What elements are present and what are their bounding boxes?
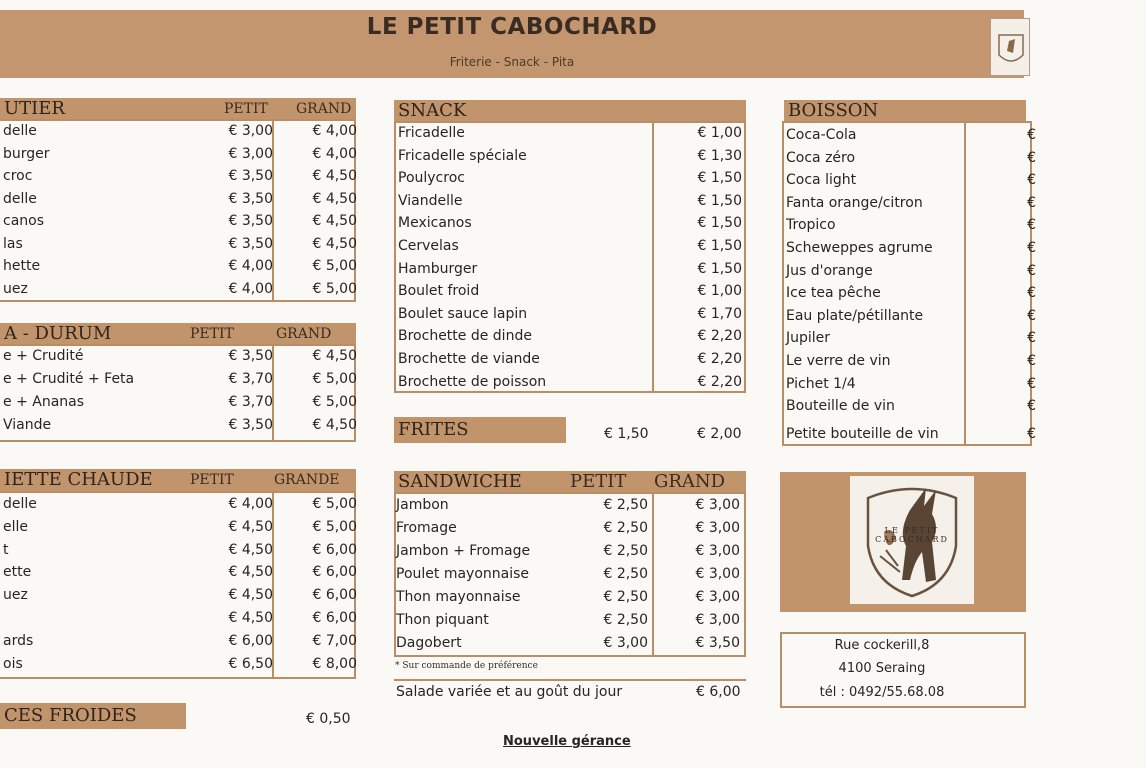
price-small: € 3,00: [228, 123, 273, 139]
address-city: 4100 Seraing: [838, 661, 926, 676]
price-large: € 3,00: [695, 520, 740, 536]
logo-small-icon: [990, 18, 1030, 76]
section-sauces-header: [0, 703, 186, 729]
menu-row: [3, 210, 363, 232]
price-large: € 4,50: [312, 168, 357, 184]
item-name: Thon piquant: [396, 612, 489, 628]
price: €: [1027, 307, 1036, 324]
pita-col-large: GRAND: [276, 326, 332, 342]
section-boisson-title: BOISSON: [788, 100, 879, 121]
sandwich-note: * Sur commande de préférence: [395, 661, 538, 671]
item-name: e + Ananas: [3, 394, 85, 410]
item-name: delle: [3, 496, 37, 512]
menu-row: [786, 124, 1146, 146]
item-name: ois: [3, 655, 23, 672]
item-name: t: [3, 541, 9, 558]
price: € 1,50: [697, 215, 742, 232]
price-small: € 4,50: [228, 587, 273, 604]
menu-row: [3, 165, 363, 187]
price-large: € 3,00: [695, 589, 740, 605]
price-small: € 4,50: [228, 610, 273, 626]
menu-row: [786, 373, 1146, 395]
price-large: € 4,50: [312, 417, 357, 433]
price: €: [1027, 426, 1036, 442]
menu-row: [786, 350, 1146, 372]
price: €: [1027, 240, 1036, 256]
price-small: € 3,70: [228, 394, 273, 410]
item-name: Eau plate/pétillante: [786, 307, 924, 324]
price-small: € 2,50: [603, 543, 648, 559]
item-name: Poulet mayonnaise: [396, 566, 530, 582]
section-friture-title: UTIER: [4, 98, 65, 119]
price-large: € 5,00: [312, 496, 357, 512]
menu-row: [398, 348, 758, 370]
item-name: Ice tea pêche: [786, 285, 881, 302]
price: €: [1027, 330, 1036, 347]
item-name: Brochette de dinde: [398, 328, 532, 345]
price-small: € 3,50: [228, 190, 273, 207]
item-name: Poulycroc: [398, 170, 465, 187]
menu-row: [786, 423, 1146, 445]
price: € 1,00: [697, 125, 742, 141]
item-name: canos: [3, 213, 45, 229]
price-small: € 4,00: [228, 280, 273, 297]
price-small: € 4,50: [228, 541, 273, 558]
price-small: € 3,00: [228, 145, 273, 162]
item-name: Jambon: [396, 497, 449, 513]
price: €: [1027, 353, 1036, 369]
price: €: [1027, 194, 1036, 211]
price-small: € 4,50: [228, 518, 273, 535]
menu-row: [398, 122, 758, 144]
section-frites-title: FRITES: [398, 419, 469, 440]
menu-row: [786, 260, 1146, 282]
price: €: [1027, 217, 1036, 234]
price-large: € 7,00: [312, 632, 357, 649]
price-large: € 3,00: [695, 566, 740, 582]
item-name: Boulet froid: [398, 283, 480, 300]
address-phone: tél : 0492/55.68.08: [819, 685, 945, 700]
price-large: € 4,50: [312, 190, 357, 207]
price-large: € 6,00: [312, 541, 357, 558]
item-name: Coca zéro: [786, 149, 856, 166]
price-large: € 5,00: [312, 258, 357, 274]
price: €: [1027, 149, 1036, 166]
price: € 2,20: [697, 351, 742, 367]
menu-row: [786, 214, 1146, 236]
item-name: Viande: [3, 417, 52, 433]
item-name: ette: [3, 564, 32, 581]
menu-row: [3, 561, 363, 583]
menu-row: [398, 190, 758, 212]
menu-row: [396, 517, 756, 539]
price: €: [1027, 398, 1036, 415]
menu-row: [3, 539, 363, 561]
price-large: € 4,00: [312, 123, 357, 139]
price-small: € 2,50: [603, 612, 648, 628]
price-small: € 3,50: [228, 213, 273, 229]
item-name: Fromage: [396, 520, 457, 536]
menu-row: [786, 395, 1146, 417]
item-name: Brochette de viande: [398, 351, 540, 367]
menu-row: [786, 192, 1146, 214]
friture-col-large: GRAND: [296, 101, 352, 117]
item-name: hette: [3, 258, 41, 274]
price-large: € 6,00: [312, 587, 357, 604]
menu-row: [3, 607, 363, 629]
menu-row: [398, 212, 758, 234]
item-name: e + Crudité: [3, 348, 84, 364]
price: €: [1027, 262, 1036, 279]
frites-small-price: € 1,50: [604, 426, 649, 442]
price-large: € 3,00: [695, 543, 740, 559]
item-name: Coca light: [786, 172, 857, 189]
price-large: € 5,00: [312, 518, 357, 535]
price-large: € 3,00: [695, 612, 740, 628]
section-pita-title: A - DURUM: [4, 323, 112, 344]
item-name: Viandelle: [398, 192, 463, 209]
price-small: € 4,00: [228, 258, 273, 274]
menu-row: [786, 237, 1146, 259]
menu-row: [3, 630, 363, 652]
price-large: € 5,00: [312, 371, 357, 387]
price: € 1,50: [697, 192, 742, 209]
address-street: Rue cockerill,8: [834, 638, 930, 653]
menu-row: [396, 494, 756, 516]
item-name: las: [3, 235, 23, 252]
price: €: [1027, 127, 1036, 143]
item-name: Pichet 1/4: [786, 375, 856, 392]
pita-col-small: PETIT: [190, 326, 234, 342]
menu-row: [786, 282, 1146, 304]
item-name: ards: [3, 632, 34, 649]
section-assiette-title: IETTE CHAUDE: [4, 469, 153, 490]
price-small: € 3,50: [228, 348, 273, 364]
price: € 1,50: [697, 238, 742, 254]
price-small: € 2,50: [603, 520, 648, 536]
price-small: € 2,50: [603, 566, 648, 582]
menu-row: [786, 305, 1146, 327]
page-title: LE PETIT CABOCHARD: [366, 14, 658, 40]
menu-row: [396, 586, 756, 608]
menu-row: [3, 414, 363, 436]
item-name: Fricadelle spéciale: [398, 147, 527, 164]
menu-row: [396, 563, 756, 585]
menu-row: [3, 516, 363, 538]
menu-row: [3, 278, 363, 300]
menu-row: [3, 368, 363, 390]
item-name: Brochette de poisson: [398, 373, 547, 390]
item-name: Jambon + Fromage: [396, 543, 531, 559]
section-snack-title: SNACK: [398, 100, 467, 121]
price-large: € 8,00: [312, 655, 357, 672]
logo-text: LE PETIT CABOCHARD: [875, 526, 949, 544]
price-small: € 3,70: [228, 371, 273, 387]
price-large: € 4,50: [312, 213, 357, 229]
price: € 2,20: [697, 328, 742, 345]
menu-row: [3, 120, 363, 142]
menu-row: [398, 325, 758, 347]
menu-row: [3, 653, 363, 675]
item-name: Jus d'orange: [786, 262, 873, 279]
price-large: € 3,50: [695, 635, 740, 651]
item-name: Le verre de vin: [786, 353, 891, 369]
menu-row: [3, 345, 363, 367]
section-sandwich-title: SANDWICHE: [398, 471, 522, 492]
price-small: € 3,00: [603, 635, 648, 651]
price: €: [1027, 375, 1036, 392]
menu-row: [398, 167, 758, 189]
item-name: Tropico: [786, 217, 836, 234]
item-name: Thon mayonnaise: [396, 589, 521, 605]
price-large: € 5,00: [312, 394, 357, 410]
item-name: Hamburger: [398, 260, 478, 277]
menu-row: [786, 147, 1146, 169]
menu-row: [398, 145, 758, 167]
menu-row: [3, 584, 363, 606]
price-large: € 5,00: [312, 280, 357, 297]
price-small: € 6,00: [228, 632, 273, 649]
sauces-price: € 0,50: [306, 711, 351, 727]
item-name: Dagobert: [396, 635, 462, 651]
item-name: burger: [3, 145, 50, 162]
friture-col-small: PETIT: [224, 101, 268, 117]
menu-row: [3, 143, 363, 165]
menu-row: [398, 235, 758, 257]
sandwich-col-large: GRAND: [654, 471, 726, 492]
price: € 1,50: [697, 170, 742, 187]
page-subtitle: Friterie - Snack - Pita: [449, 55, 575, 69]
section-snack-header: [394, 100, 746, 122]
price-large: € 3,00: [695, 497, 740, 513]
price-large: € 4,00: [312, 145, 357, 162]
menu-row: [786, 169, 1146, 191]
price-large: € 6,00: [312, 564, 357, 581]
price: € 1,70: [697, 305, 742, 322]
price-small: € 4,00: [228, 496, 273, 512]
item-name: Fricadelle: [398, 125, 465, 141]
donkey-logo-icon: [850, 476, 974, 604]
price-small: € 3,50: [228, 235, 273, 252]
item-name: delle: [3, 123, 37, 139]
price-small: € 3,50: [228, 417, 273, 433]
price-large: € 4,50: [312, 235, 357, 252]
menu-row: [3, 233, 363, 255]
salade-price: € 6,00: [696, 684, 741, 700]
price-large: € 4,50: [312, 348, 357, 364]
price-small: € 6,50: [228, 655, 273, 672]
item-name: e + Crudité + Feta: [3, 371, 135, 387]
price: € 1,50: [697, 260, 742, 277]
price-small: € 2,50: [603, 589, 648, 605]
section-boisson-header: [784, 100, 1026, 122]
menu-row: [3, 391, 363, 413]
price: €: [1027, 285, 1036, 302]
item-name: delle: [3, 190, 37, 207]
price-small: € 3,50: [228, 168, 273, 184]
item-name: Petite bouteille de vin: [786, 426, 939, 442]
item-name: Mexicanos: [398, 215, 472, 232]
item-name: Jupiler: [786, 330, 831, 347]
item-name: uez: [3, 280, 28, 297]
assiette-col-small: PETIT: [190, 472, 234, 488]
item-name: Bouteille de vin: [786, 398, 895, 415]
menu-row: [398, 280, 758, 302]
menu-row: [398, 303, 758, 325]
price: € 1,00: [697, 283, 742, 300]
item-name: croc: [3, 168, 33, 184]
menu-row: [398, 371, 758, 393]
menu-row: [396, 609, 756, 631]
item-name: elle: [3, 518, 29, 535]
menu-row: [396, 632, 756, 654]
price: € 1,30: [697, 147, 742, 164]
price: €: [1027, 172, 1036, 189]
item-name: Fanta orange/citron: [786, 194, 923, 211]
sandwich-col-small: PETIT: [570, 471, 627, 492]
salade-name: Salade variée et au goût du jour: [396, 684, 623, 700]
menu-row: [396, 540, 756, 562]
menu-row: [3, 493, 363, 515]
frites-large-price: € 2,00: [697, 426, 742, 442]
address-box: [780, 632, 1026, 708]
item-name: Boulet sauce lapin: [398, 305, 528, 322]
assiette-col-large: GRANDE: [274, 472, 340, 488]
price-large: € 6,00: [312, 610, 357, 626]
item-name: Coca-Cola: [786, 127, 857, 143]
item-name: Cervelas: [398, 238, 459, 254]
menu-row: [3, 188, 363, 210]
item-name: uez: [3, 587, 28, 604]
price-small: € 4,50: [228, 564, 273, 581]
price: € 2,20: [697, 373, 742, 390]
menu-row: [3, 255, 363, 277]
section-frites-header: [394, 417, 566, 443]
menu-row: [398, 258, 758, 280]
section-sauces-title: CES FROIDES: [4, 705, 137, 726]
nouvelle-gerance-label: Nouvelle gérance: [503, 734, 631, 749]
price-small: € 2,50: [603, 497, 648, 513]
item-name: Scheweppes agrume: [786, 240, 933, 256]
menu-row: [786, 327, 1146, 349]
